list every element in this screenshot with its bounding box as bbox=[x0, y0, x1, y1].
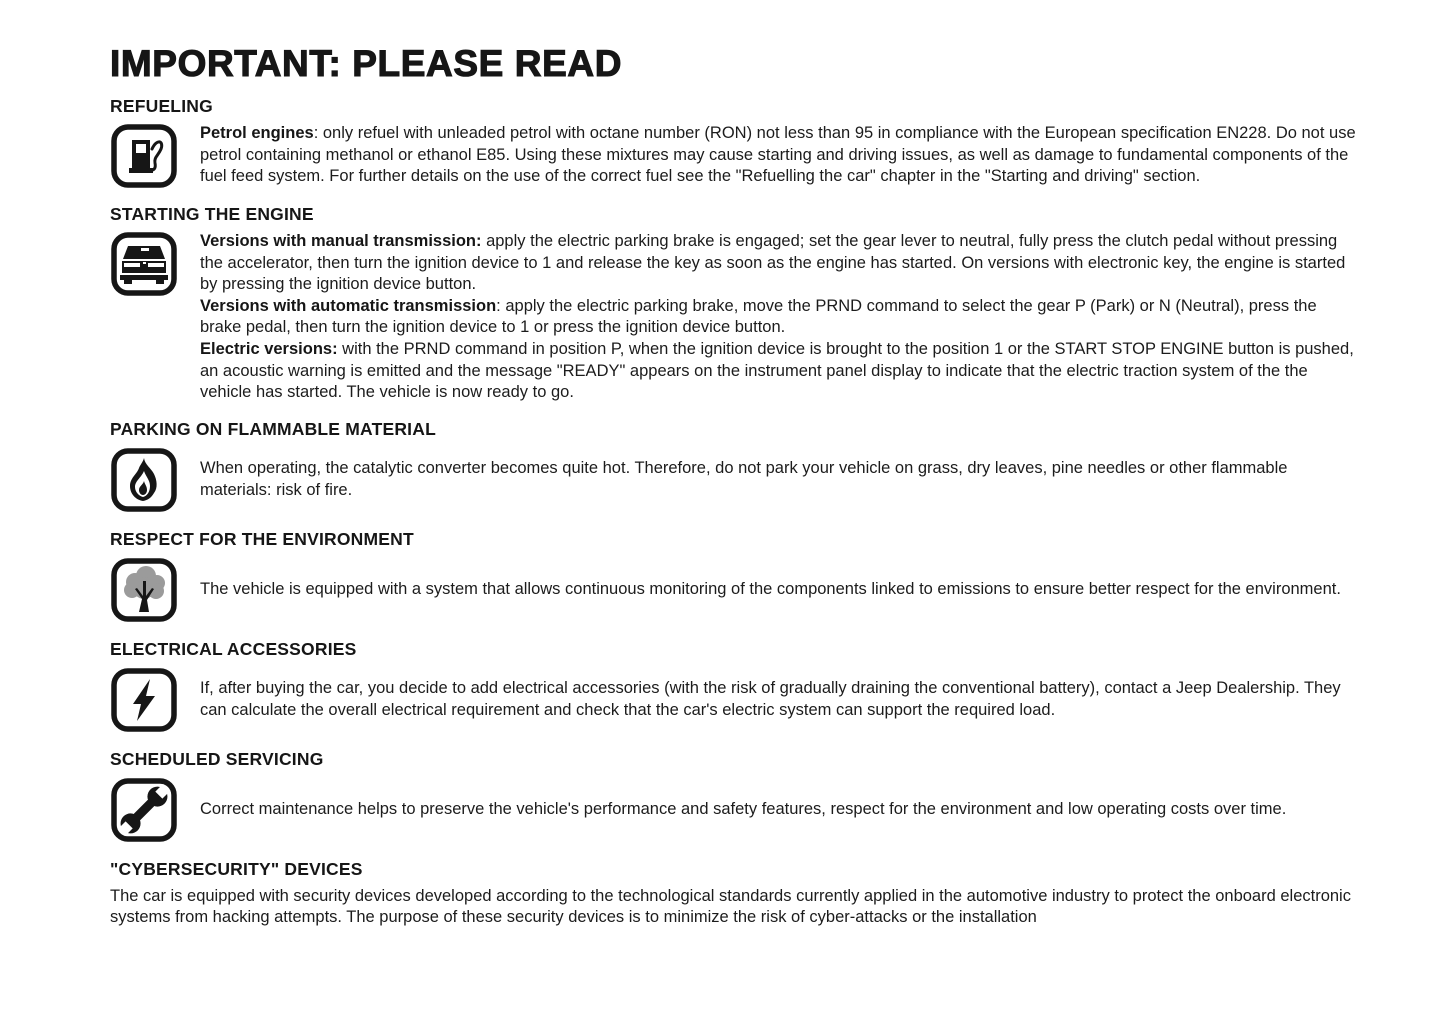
section-heading-refueling: REFUELING bbox=[110, 96, 213, 116]
section-row bbox=[110, 123, 1360, 189]
section-text bbox=[200, 231, 1360, 404]
section-heading-starting-the-engine: STARTING THE ENGINE bbox=[110, 204, 314, 224]
section-cybersecurity-devices bbox=[110, 859, 1360, 929]
paragraph-body: The car is equipped with security devices developed according to the technological standards currently applied in the automotive industry to protect the onboard electronic systems from hacking attempts. The purpose of these security devices is to minimize the risk of cyber-attacks or the installation bbox=[110, 886, 1351, 927]
paragraph bbox=[200, 678, 1360, 721]
paragraph bbox=[200, 579, 1360, 601]
section-heading-environment: RESPECT FOR THE ENVIRONMENT bbox=[110, 528, 414, 549]
paragraph-body: If, after buying the car, you decide to add electrical accessories (with the risk of gradually draining the conventional battery), contact a Jeep Dealership. They can calculate the overall electrical requirement and check that the car's electric system can support the required load. bbox=[200, 679, 1341, 719]
paragraph-lead: Petrol engines bbox=[200, 124, 314, 142]
fuel-pump-icon bbox=[110, 123, 178, 189]
section-respect-for-the-environment bbox=[110, 529, 1360, 624]
paragraph-body: Correct maintenance helps to preserve the vehicle's performance and safety features, respect for the environment and low operating costs over time. bbox=[200, 799, 1287, 818]
section-starting-the-engine bbox=[110, 204, 1360, 404]
section-row bbox=[110, 776, 1360, 844]
paragraph bbox=[200, 799, 1360, 821]
section-text bbox=[110, 886, 1360, 929]
section-heading-parking: PARKING ON FLAMMABLE MATERIAL bbox=[110, 418, 436, 439]
section-row bbox=[110, 556, 1360, 624]
paragraph-body: The vehicle is equipped with a system that allows continuous monitoring of the components linked to emissions to ensure better respect for the environment. bbox=[200, 579, 1341, 598]
section-heading-electrical: ELECTRICAL ACCESSORIES bbox=[110, 638, 357, 659]
section-refueling bbox=[110, 96, 1360, 189]
paragraph bbox=[200, 339, 1360, 404]
paragraph bbox=[110, 886, 1360, 929]
section-scheduled-servicing bbox=[110, 749, 1360, 844]
paragraph-body: apply the electric parking brake is engaged; set the gear lever to neutral, fully press the clutch pedal without pressing the accelerator, then turn the ignition device to 1 and release the key as soon as the engine has started. On versions with electronic key, the engine is started by pressing the ignition device button. bbox=[200, 232, 1346, 294]
paragraph bbox=[200, 296, 1360, 339]
section-row bbox=[110, 231, 1360, 404]
section-parking-on-flammable-material bbox=[110, 419, 1360, 514]
flame-icon bbox=[110, 447, 178, 513]
section-heading-servicing: SCHEDULED SERVICING bbox=[110, 748, 324, 769]
section-text bbox=[200, 458, 1360, 501]
paragraph-body: with the PRND command in position P, when the ignition device is brought to the position 1 or the START STOP ENGINE button is pushed, an acoustic warning is emitted and the message "READY" appears on the instrument panel display to indicate that the electric traction system of the the vehicle has started. The vehicle is now ready to go. bbox=[200, 339, 1354, 402]
paragraph-lead: Versions with manual transmission: bbox=[200, 232, 482, 250]
section-text bbox=[200, 123, 1360, 188]
paragraph bbox=[200, 231, 1360, 296]
paragraph bbox=[200, 123, 1360, 188]
section-row bbox=[110, 446, 1360, 514]
section-text bbox=[200, 799, 1360, 821]
wrench-icon bbox=[110, 777, 178, 843]
paragraph-body: : only refuel with unleaded petrol with octane number (RON) not less than 95 in compliance with the European specification EN228. Do not use petrol containing methanol or ethanol E85. Using these mixtures may cause starting and driving issues, as well as damage to fundamental components of the fuel feed system. For further details on the use of the correct fuel see the "Refuelling the car" chapter in the "Starting and driving" section. bbox=[200, 124, 1356, 186]
page-title: IMPORTANT: PLEASE READ bbox=[110, 43, 623, 84]
tree-icon bbox=[110, 557, 178, 623]
section-heading-cybersecurity: "CYBERSECURITY" DEVICES bbox=[110, 858, 363, 879]
paragraph bbox=[200, 458, 1360, 501]
section-text bbox=[200, 678, 1360, 721]
section-text bbox=[200, 579, 1360, 601]
section-row bbox=[110, 666, 1360, 734]
section-electrical-accessories bbox=[110, 639, 1360, 734]
paragraph-body: : apply the electric parking brake, move the PRND command to select the gear P (Park) or N (Neutral), press the brake pedal, then turn the ignition device to 1 or press the ignition device button. bbox=[200, 296, 1317, 337]
paragraph-body: When operating, the catalytic converter becomes quite hot. Therefore, do not park your vehicle on grass, dry leaves, pine needles or other flammable materials: risk of fire. bbox=[200, 459, 1288, 499]
lightning-bolt-icon bbox=[110, 667, 178, 733]
car-icon bbox=[110, 231, 178, 297]
paragraph-lead: Electric versions: bbox=[200, 339, 338, 358]
paragraph-lead: Versions with automatic transmission bbox=[200, 296, 497, 315]
